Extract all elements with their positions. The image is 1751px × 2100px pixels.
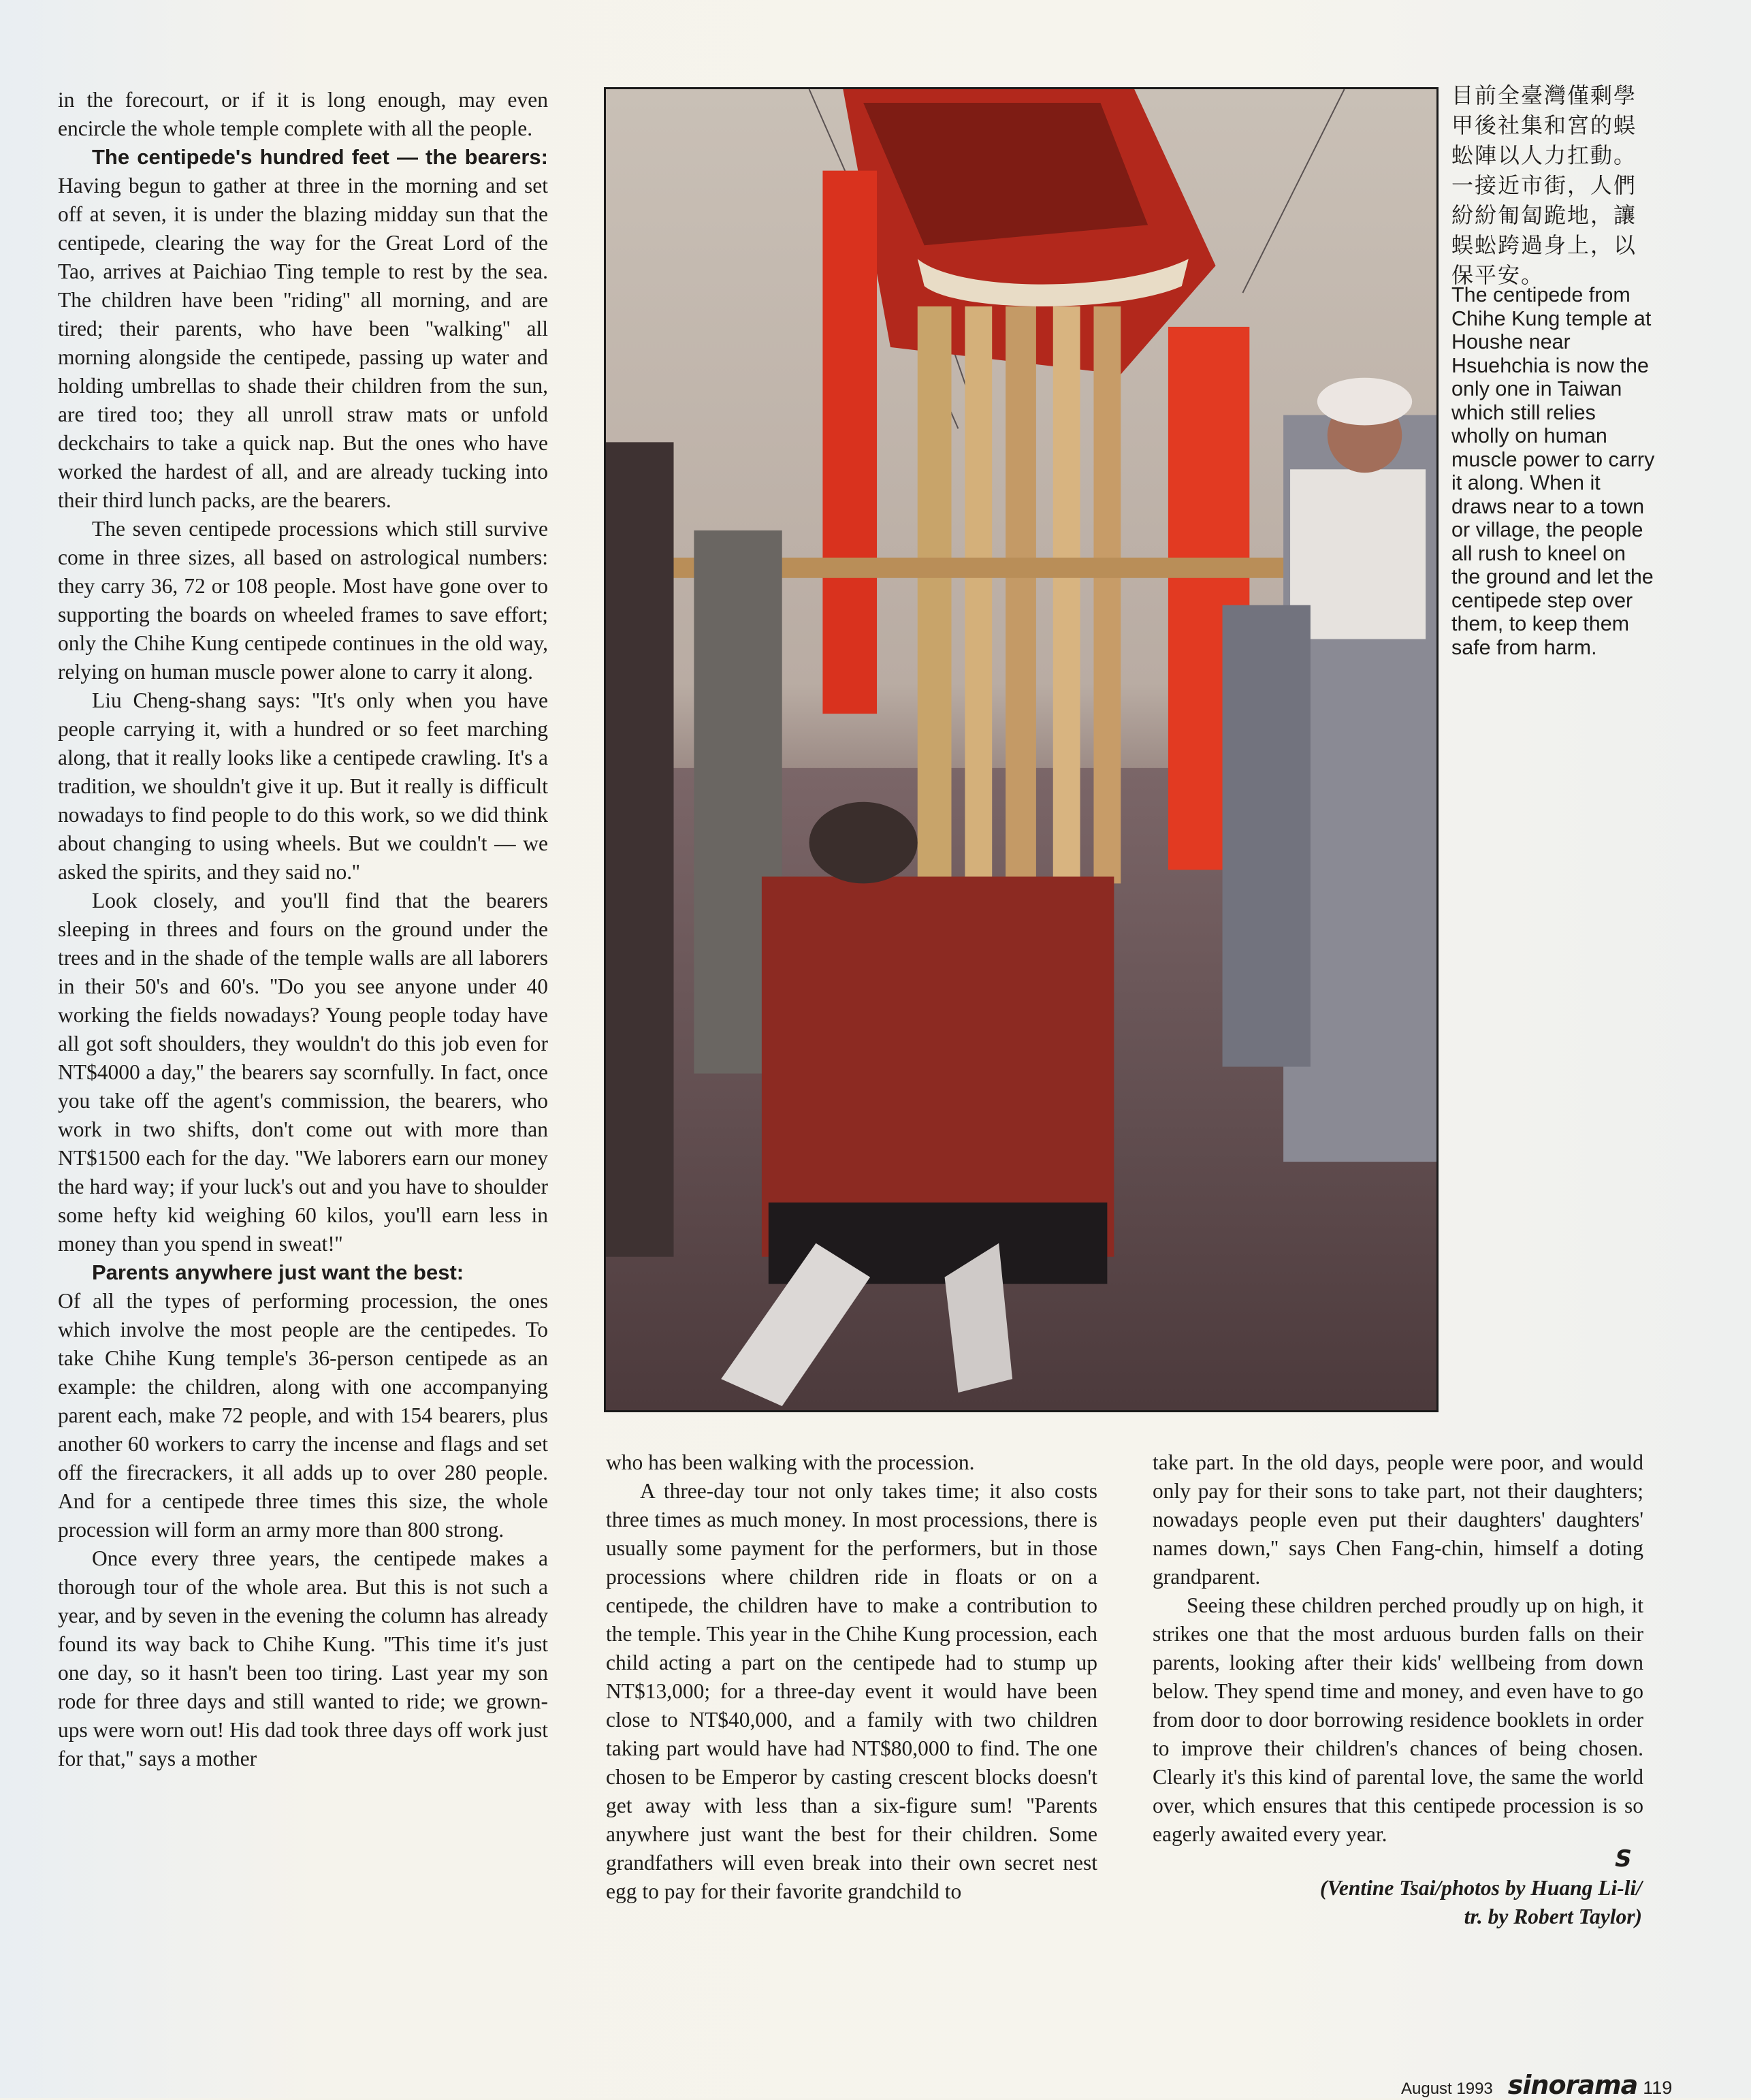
paragraph: Seeing these children perched proudly up on high, it strikes one that the most arduous burden falls on their parents, looking after their kids' wellbeing from down below. They spend time and money, and even have to go from door to door borrowing residence booklets in order to improve their children's chances of being chosen. Clearly it's this kind of parental love, the same the world over, which ensures that this centipede procession is so eagerly awaited every year.	[1153, 1593, 1643, 1846]
section-heading: Parents anywhere just want the best:	[92, 1260, 464, 1284]
article-column-2	[606, 1448, 1097, 1906]
paragraph: Liu Cheng-shang says: ''It's only when you have people carrying it, with a hundred or so feet marching along, that it really looks like a centipede crawling. It's a tradition, we shouldn't give it up. But it really is difficult nowadays to find people to do this work, so we did think about changing to using wheels. But we couldn't — we asked the spirits, and they said no.''	[58, 688, 548, 884]
credit-line: tr. by Robert Taylor)	[1464, 1905, 1642, 1928]
article-column-1	[58, 86, 548, 1773]
photo-caption-chinese: 目前全臺灣僅剩學甲後社集和宮的蜈蚣陣以人力扛動。一接近市街，人們紛紛匍匐跪地，讓蜈蚣跨過身上，以保平安。	[1451, 82, 1637, 288]
article-column-3	[1153, 1448, 1643, 1849]
credit-line: (Ventine Tsai/photos by Huang Li-li/	[1319, 1876, 1642, 1900]
paragraph: who has been walking with the procession.	[606, 1450, 975, 1474]
paragraph: in the forecourt, or if it is long enough, may even encircle the whole temple complete with all the people.	[58, 88, 548, 140]
procession-photo	[604, 87, 1439, 1412]
page-footer	[1401, 2070, 1672, 2100]
paragraph: take part. In the old days, people were poor, and would only pay for their sons to take part, not their daughters; nowadays people even put their daughters' daughters' names down,'' says Chen Fang-chin, himself a doting grandparent.	[1153, 1450, 1643, 1589]
section-heading: The centipede's hundred feet — the bearers:	[92, 145, 548, 169]
paragraph: Look closely, and you'll find that the bearers sleeping in threes and fours on the ground under the trees and in the shade of the temple walls are all laborers in their 50's and 60's. ''Do you see anyone under 40 working the fields nowadays? Young people today have all got soft shoulders, they wouldn't do this job even for NT$4000 a day,'' the bearers say scornfully. In fact, once you take off the agent's commission, the bearers, who work in two shifts, don't come out with more than NT$1500 each for the day. ''We laborers earn our money the hard way; if your luck's out and you have to shoulder some hefty kid weighing 60 kilos, you'll earn less in money than you spend in sweat!''	[58, 889, 548, 1256]
paragraph: Once every three years, the centipede makes a thorough tour of the whole area. But this is not such a year, and by seven in the evening the column has already found its way back to Chihe Kung. ''This time it's just one day, so it hasn't been too tiring. Last year my son rode for three days and still wanted to ride; we grown-ups were worn out! His dad took three days off work just for that,'' says a mother	[58, 1546, 548, 1770]
paragraph-text: Having begun to gather at three in the morning and set off at seven, it is under the blazing midday sun that the centipede, clearing the way for the Great Lord of the Tao, arrives at Paichiao Ting temple to rest by the sea. The children have been ''riding'' all morning, and are tired; their parents, who have been ''walking'' all morning alongside the centipede, passing up water and holding umbrellas to shade their children from the sun, are tired too; they all unroll straw mats or unfold deckchairs to take a quick nap. But the ones who have worked the hardest of all, and are already tucking into their third lunch packs, are the bearers.	[58, 174, 548, 512]
paragraph: The seven centipede processions which still survive come in three sizes, all based on astrological numbers: they carry 36, 72 or 108 people. Most have gone over to supporting the boards on wheeled frames to save effort; only the Chihe Kung centipede continues in the old way, relying on human muscle power alone to carry it along.	[58, 517, 548, 684]
magazine-logo: sinorama	[1507, 2070, 1638, 2100]
end-mark-logo: S	[1611, 1845, 1635, 1873]
paragraph: A three-day tour not only takes time; it also costs three times as much money. In most processions, there is usually some payment for the performers, but in those processions where children ride in floats or on a centipede, the children have to make a contribution to the temple. This year in the Chihe Kung procession, each child acting a part on the centipede had to stump up NT$13,000; for a three-day event it would have been close to NT$40,000, and a family with two children taking part would have had NT$80,000 to find. The one chosen to be Emperor by casting crescent blocks doesn't get away with less than a six-figure sum! ''Parents anywhere just want the best for their children. Some grandfathers will even break into their own secret nest egg to pay for their favorite grandchild to	[606, 1479, 1097, 1903]
paragraph: Of all the types of performing procession, the ones which involve the most people are the centipedes. To take Chihe Kung temple's 36-person centipede as an example: the children, along with one accompanying parent each, make 72 people, and with 154 bearers, plus another 60 workers to carry the incense and flags and set off the firecrackers, it all adds up to over 280 people. And for a centipede three times this size, the whole procession will form an army more than 800 strong.	[58, 1289, 548, 1542]
centipede-procession-image	[606, 89, 1436, 1410]
issue-date: August 1993	[1401, 2080, 1493, 2098]
page-number: 119	[1643, 2078, 1673, 2098]
photo-caption-english: The centipede from Chihe Kung temple at Houshe near Hsuehchia is now the only one in Taiwan which still relies wholly on human muscle power to carry it along. When it draws near to a town or village, the people all rush to kneel on the ground and let the centipede step over them, to keep them safe from harm.	[1451, 283, 1655, 659]
byline-credit	[1166, 1874, 1642, 1931]
